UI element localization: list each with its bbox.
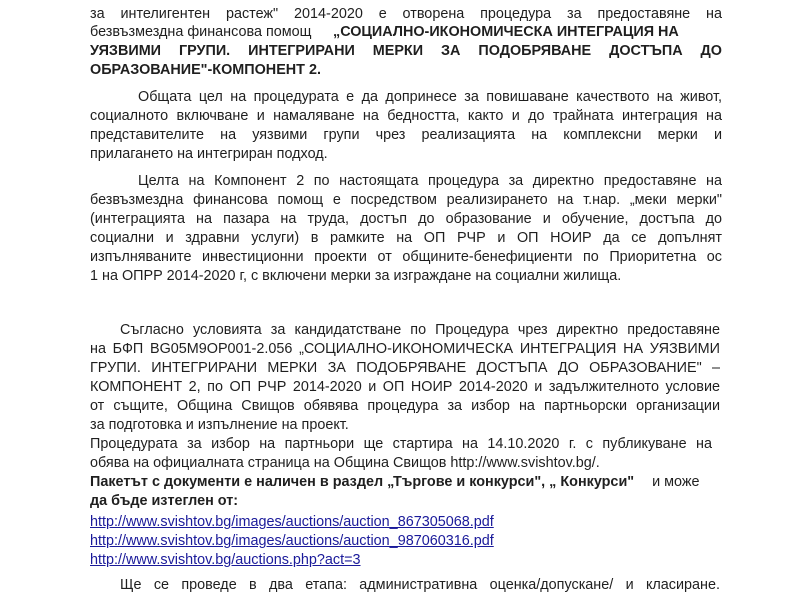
header-line-2a: безвъзмездна финансова помощ [90, 24, 312, 40]
component-line-5: изпълняваните инвестиционни проекти от общините-бенефициенти по Приоритетна ос [90, 249, 722, 265]
stages-line: Ще се проведе в два етапа: административна оценка/допускане/ и класиране. [120, 577, 720, 593]
package-prefix: Пакетът с документи е наличен в раздел „Търгове и конкурси", „ Конкурси" [90, 474, 635, 490]
goal-line-4: прилагането на интегриран подход. [90, 146, 328, 162]
package-line-2: да бъде изтеглен от: [90, 493, 239, 509]
component-line-4: социални и здравни услуги) в рамките на ОП РЧР и ОП НОИР да се допълнят [90, 230, 722, 246]
header-line-4: ОБРАЗОВАНИЕ"-КОМПОНЕНТ 2. [90, 62, 321, 78]
start-line-2: обява на официалната страница на Община Свищов http://www.svishtov.bg/. [90, 455, 600, 471]
conditions-line-6: за подготовка и изпълнение на проект. [90, 417, 349, 433]
conditions-line-4: КОМПОНЕНТ 2, по ОП РЧР 2014-2020 и ОП НОИР 2014-2020 и задължителното условие [90, 379, 720, 395]
component-line-3: (интеграцията на пазара на труда, достъп до образование и обучение, достъпа до [90, 211, 722, 227]
cut-bottom-line [90, 594, 720, 600]
start-line-1: Процедурата за избор на партньори ще стартира на 14.10.2020 г. с публикуване на [90, 436, 712, 452]
component-line-1: Целта на Компонент 2 по настоящата процедура за директно предоставяне на [138, 173, 722, 189]
auction-link-2[interactable]: http://www.svishtov.bg/images/auctions/auction_987060316.pdf [90, 533, 494, 549]
goal-line-2: социалното включване и намаляване на бедността, както и до трайната интеграция на [90, 108, 722, 124]
package-suffix: и може [648, 474, 700, 490]
goal-line-3: представителите на уязвими групи чрез реализацията на комплексни мерки и [90, 127, 722, 143]
component-line-6: 1 на ОПРР 2014-2020 г, с включени мерки за изграждане на социални жилища. [90, 268, 622, 284]
conditions-line-3: ГРУПИ. ИНТЕГРИРАНИ МЕРКИ ЗА ПОДОБРЯВАНЕ ДОСТЪПА ДО ОБРАЗОВАНИЕ" – [90, 360, 720, 376]
conditions-line-5: от същите, Община Свищов обявява процедура за избор на партньорски организации [90, 398, 720, 414]
conditions-line-2: на БФП BG05M9OP001-2.056 „СОЦИАЛНО-ИКОНОМИЧЕСКА ИНТЕГРАЦИЯ НА УЯЗВИМИ [90, 341, 720, 357]
auctions-page-link[interactable]: http://www.svishtov.bg/auctions.php?act=3 [90, 552, 361, 568]
auction-link-1[interactable]: http://www.svishtov.bg/images/auctions/auction_867305068.pdf [90, 514, 494, 530]
package-line-1 [90, 473, 700, 491]
header-line-1: за интелигентен растеж" 2014-2020 е отворена процедура за предоставяне на [90, 6, 722, 22]
conditions-line-1: Съгласно условията за кандидатстване по Процедура чрез директно предоставяне [120, 322, 720, 338]
header-line-3: УЯЗВИМИ ГРУПИ. ИНТЕГРИРАНИ МЕРКИ ЗА ПОДОБРЯВАНЕ ДОСТЪПА ДО [90, 43, 722, 59]
component-line-2: безвъзмездна финансова помощ е посредством реализирането на т.нар. „меки мерки" [90, 192, 722, 208]
goal-line-1: Общата цел на процедурата е да допринесе за повишаване качеството на живот, [138, 89, 722, 105]
header-line-2b: „СОЦИАЛНО-ИКОНОМИЧЕСКА ИНТЕГРАЦИЯ НА [333, 24, 679, 40]
